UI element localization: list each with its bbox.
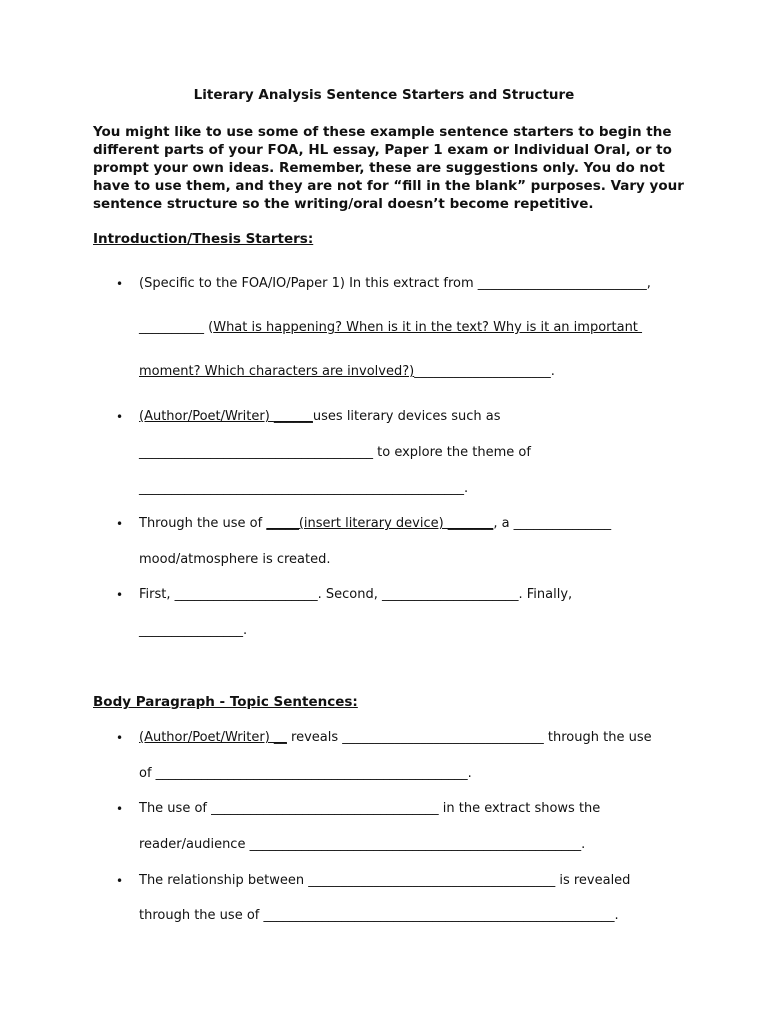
prompt-segment: What is happening? When is it in the text? Why is it an important	[213, 320, 643, 335]
starter-line: __________________________________________________.	[139, 481, 469, 496]
bullet-icon: •	[116, 588, 124, 602]
document-title: Literary Analysis Sentence Starters and Structure	[193, 87, 575, 103]
starter-line: The relationship between ______________________________________ is revealed	[139, 873, 631, 888]
starter-line: First, ______________________. Second, _____________________. Finally,	[139, 587, 573, 602]
starter-line: ________________.	[139, 623, 248, 638]
starter-line: reader/audience ___________________________________________________.	[139, 837, 586, 852]
bullet-icon: •	[116, 731, 124, 745]
bullet-icon: •	[116, 874, 124, 888]
text-segment: reveals _______________________________ through the use	[286, 730, 652, 745]
author-segment: (Author/Poet/Writer)	[139, 409, 274, 424]
blank-segment: __________ (	[139, 320, 214, 335]
blank-segment: _____________________	[414, 364, 551, 379]
device-segment: _____(insert literary device) _______	[266, 516, 494, 531]
section-heading-body-paragraph: Body Paragraph - Topic Sentences:	[93, 694, 358, 710]
bullet-icon: •	[116, 802, 124, 816]
bullet-icon: •	[116, 410, 124, 424]
starter-line: mood/atmosphere is created.	[139, 552, 331, 567]
prompt-segment: moment? Which characters are involved?)	[139, 364, 415, 379]
starter-line	[139, 516, 611, 532]
section-heading-introduction: Introduction/Thesis Starters:	[93, 231, 314, 247]
text-segment: Through the use of	[139, 516, 267, 531]
starter-line	[139, 320, 642, 336]
starter-line	[139, 730, 652, 746]
starter-line	[139, 364, 555, 380]
author-segment: (Author/Poet/Writer) __	[139, 730, 287, 745]
starter-line: The use of ___________________________________ in the extract shows the	[139, 801, 601, 816]
starter-line	[139, 409, 501, 425]
starter-line: (Specific to the FOA/IO/Paper 1) In this extract from __________________________,	[139, 276, 651, 291]
punctuation-segment: .	[550, 364, 555, 379]
starter-line: ____________________________________ to explore the theme of	[139, 445, 531, 460]
bullet-icon: •	[116, 277, 124, 291]
starter-line: through the use of ______________________________________________________.	[139, 908, 619, 923]
text-segment: uses literary devices such as	[312, 409, 501, 424]
text-segment: , a _______________	[493, 516, 612, 531]
intro-paragraph: You might like to use some of these example sentence starters to begin the different parts of your FOA, HL essay, Paper 1 exam or Individual Oral, or to prompt your own ideas. Remember, these are suggestions only. You do not have to use them, and they are not for “fill in the blank” purposes. Vary your sentence structure so the writing/oral doesn’t become repetitive.	[93, 124, 684, 212]
blank-segment: ______	[273, 409, 313, 424]
starter-line: of ________________________________________________.	[139, 766, 472, 781]
bullet-icon: •	[116, 517, 124, 531]
